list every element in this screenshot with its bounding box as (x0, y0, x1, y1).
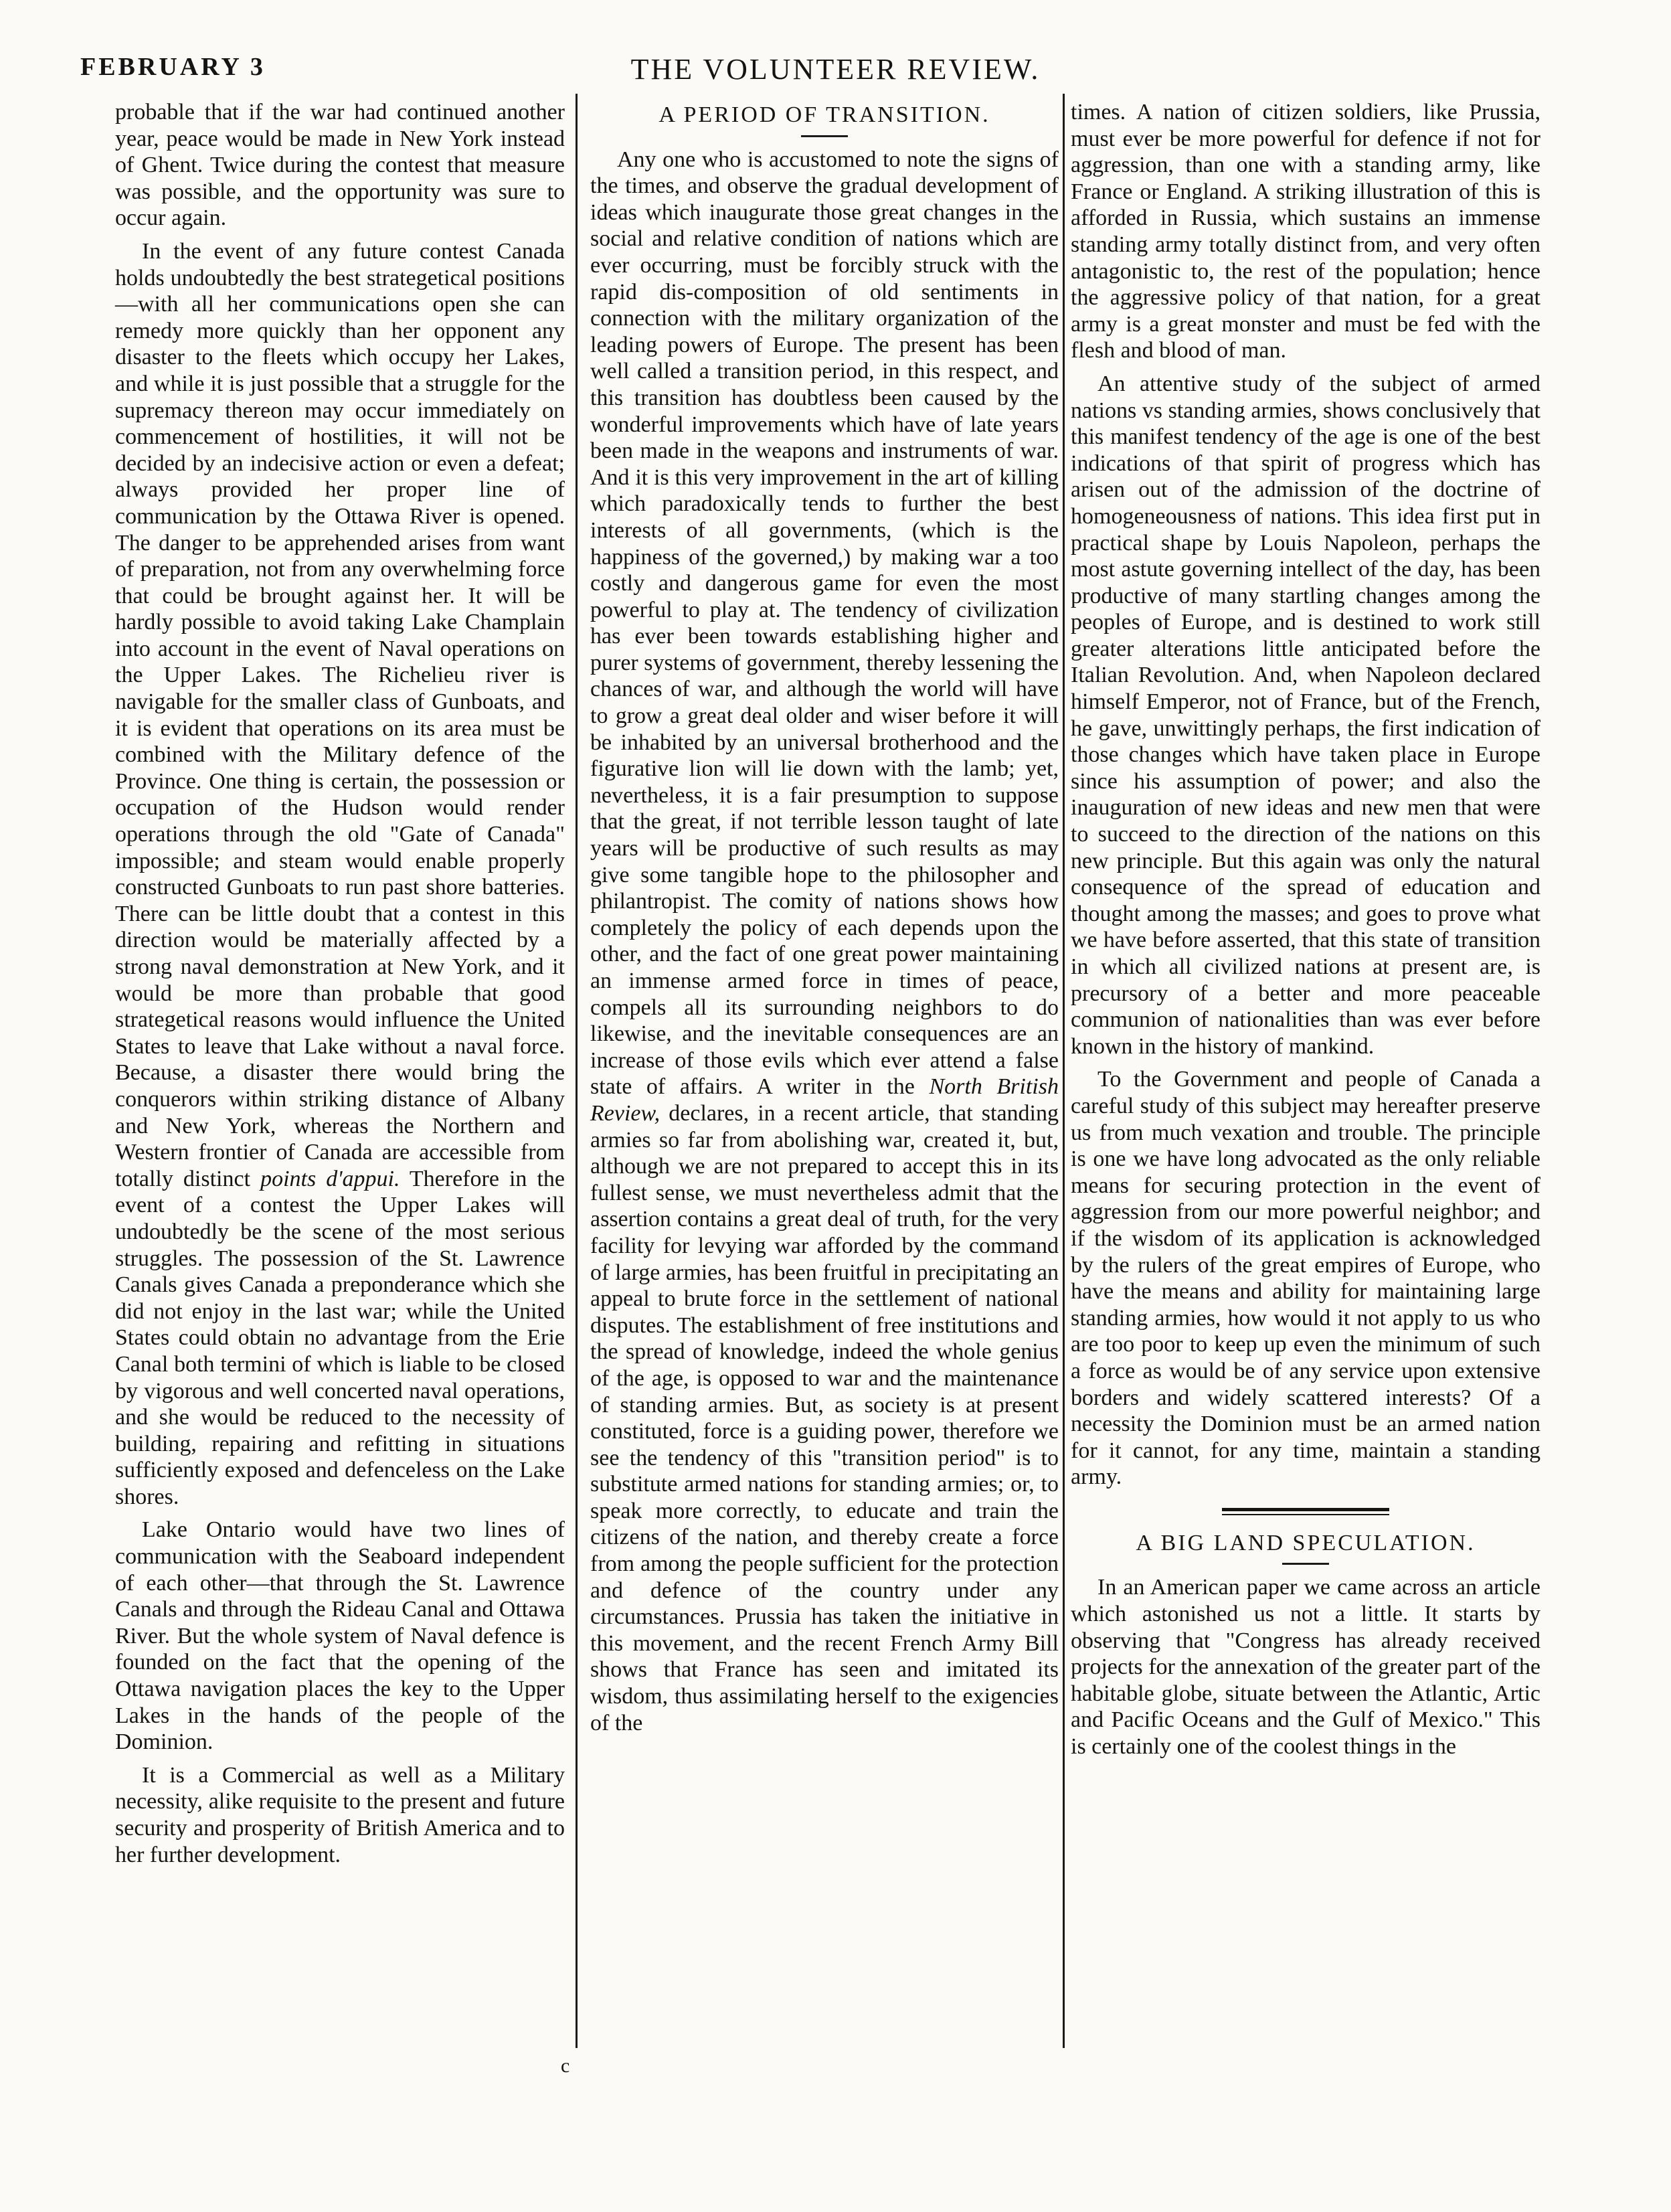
paragraph: probable that if the war had continued another year, peace would be made in New York instead of Ghent. Twice during the contest that measure was possible, and the opportunity was sure to occur again. (115, 100, 565, 231)
paragraph (590, 147, 1059, 1737)
article-title: A BIG LAND SPECULATION. (1136, 1530, 1476, 1555)
title-rule (1282, 1563, 1329, 1565)
column-left (115, 99, 565, 1868)
paragraph: In an American paper we came across an article which astonished us not a little. It starts by observing that "Congress has already received projects for the annexation of the greater part of the habitable globe, situate between the Atlantic, Artic and Pacific Oceans and the Gulf of Mexico." This is certainly one of the coolest things in the (1071, 1575, 1541, 1760)
section-divider (1222, 1508, 1389, 1515)
article-title: A PERIOD OF TRANSITION. (658, 102, 990, 127)
italic-phrase: points d'appui. (260, 1166, 400, 1191)
paragraph-text: declares, in a recent article, that standing armies so far from abolishing war, created it, but, although we are not prepared to accept this in its fullest sense, we must nevertheless admit that the assertion contains a great deal of truth, for the very facility for levying war afforded by the command of large armies, has been fruitful in precipitating an appeal to brute force in the settlement of national disputes. The establishment of free institutions and the spread of knowledge, indeed the whole genius of the age, is opposed to war and the maintenance of standing armies. But, as society is at present constituted, force is a guiding power, therefore we see the tendency of this "transition period" is to substitute armed nations for standing armies; or, to speak more correctly, to educate and train the citizens of the nation, and thereby create a force from among the people sufficient for the protection and defence of the country under any circumstances. Prussia has taken the initiative in this movement, and the recent French Army Bill shows that France has seen and imitated its wisdom, thus assimilating herself to the exigencies of the (590, 1100, 1059, 1735)
paragraph-text: Any one who is accustomed to note the signs of the times, and observe the gradual development of ideas which inaugurate those great changes in the social and relative condition of nations which are ever occurring, must be forcibly struck with the rapid dis-composition of old sentiments in connection with the military organization of the leading powers of Europe. The present has been well called a transition period, in this respect, and this transition has doubtless been caused by the wonderful improvements which have of late years been made in the weapons and instruments of war. And it is this very improvement in the art of killing which paradoxically tends to further the best interests of all governments, (which is the happiness of the governed,) by making war a too costly and dangerous game for even the most powerful to play at. The tendency of civilization has ever been towards establishing higher and purer systems of government, thereby lessening the chances of war, and although the world will have to grow a great deal older and wiser before it will be inhabited by an universal brotherhood and the figurative lion will lie down with the lamb; yet, nevertheless, it is a fair presumption to suppose that the great, if not terrible lesson taught of late years will be productive of such results as may give some tangible hope to the philosopher and philantropist. The comity of nations shows how completely the policy of each depends upon the other, and the fact of one great power maintaining an immense armed force in times of peace, compels all its surrounding neighbors to do likewise, and the inevitable consequences are an increase of those evils which ever attend a false state of affairs. A writer in the (590, 147, 1059, 1100)
paragraph: To the Government and people of Canada a careful study of this subject may hereafter preserve us from much vexation and trouble. The principle is one we have long advocated as the only reliable means for securing protection in the event of aggression from our more powerful neighbor; and if the wisdom of its application is acknowledged by the rulers of the great empires of Europe, who have the means and ability for maintaining large standing armies, how would it not apply to us who are too poor to keep up even the minimum of such a force as would be of any service upon extensive borders and widely scattered interests? Of a necessity the Dominion must be an armed nation for it cannot, for any time, maintain a standing army. (1071, 1067, 1541, 1490)
italic-phrase: North British Review, (590, 1074, 1059, 1126)
paragraph (115, 238, 565, 1511)
paragraph: Lake Ontario would have two lines of communication with the Seaboard independent of each other—that through the St. Lawrence Canals and through the Rideau Canal and Ottawa River. But the whole system of Naval defence is founded on the fact that the opening of the Ottawa navigation places the key to the Upper Lakes in the hands of the people of the Dominion. (115, 1517, 565, 1755)
paragraph: times. A nation of citizen soldiers, like Prussia, must ever be more powerful for defence if not for aggression, than one with a standing army, like France or England. A striking illustration of this is afforded in Russia, which sustains an immense standing army totally distinct from, and very often antagonistic to, the rest of the population; hence the aggressive policy of that nation, for a great army is a great monster and must be fed with the flesh and blood of man. (1071, 100, 1541, 363)
running-head (0, 52, 1671, 92)
column-middle (590, 99, 1059, 1736)
paragraph: It is a Commercial as well as a Military necessity, alike requisite to the present and future security and prosperity of British America and to her further development. (115, 1762, 565, 1867)
issue-date: FEBRUARY 3 (80, 53, 266, 81)
paragraph: An attentive study of the subject of armed nations vs standing armies, shows conclusively that this manifest tendency of the age is one of the best indications of that spirit of progress which has arisen out of the admission of the doctrine of homogeneousness of nations. This idea first put in practical shape by Louis Napoleon, perhaps the most astute governing intellect of the day, has been productive of many startling changes among the peoples of Europe, and is destined to work still greater alterations little anticipated before the Italian Revolution. And, when Napoleon declared himself Emperor, not of France, but of the French, he gave, unwittingly perhaps, the first indication of those changes which have taken place in Europe since his assumption of power; and also the inauguration of new ideas and new men that were to succeed to the direction of the nations on this new principle. But this again was only the natural consequence of the spread of education and thought among the masses; and goes to prove what we have before asserted, that this state of transition in which all civilized nations at present are, is precursory of a better and more peaceable communion of nationalities than was ever before known in the history of mankind. (1071, 371, 1541, 1059)
divider-thick-rule (1222, 1508, 1389, 1511)
divider-thin-rule (1222, 1514, 1389, 1515)
stray-mark: c (561, 2055, 570, 2077)
column-rule-right (1063, 94, 1065, 2048)
paragraph-text: Therefore in the event of a contest the Upper Lakes will undoubtedly be the scene of the most serious struggles. The possession of the St. Lawrence Canals gives Canada a preponderance which she did not enjoy in the last war; while the United States could obtain no advantage from the Erie Canal both termini of which is liable to be closed by vigorous and well concerted naval operations, and she would be reduced to the necessity of building, repairing and refitting in situations sufficiently exposed and defenceless on the Lake shores. (115, 1166, 565, 1509)
masthead-title: THE VOLUNTEER REVIEW. (630, 53, 1041, 86)
title-rule (801, 135, 848, 137)
column-right (1071, 99, 1541, 1760)
column-rule-left (576, 94, 578, 2048)
paragraph-text: In the event of any future contest Canada holds undoubtedly the best strategetical positions—with all her communications open she can remedy more quickly than her opponent any disaster to the fleets which occupy her Lakes, and while it is just possible that a struggle for the supremacy thereon may occur immediately on commencement of hostilities, it will not be decided by an indecisive action or even a defeat; always provided her proper line of communication by the Ottawa River is opened. The danger to be apprehended arises from want of preparation, not from any overwhelming force that could be brought against her. It will be hardly possible to avoid taking Lake Champlain into account in the event of Naval operations on the Upper Lakes. The Richelieu river is navigable for the smaller class of Gunboats, and it is evident that operations on its area must be combined with the Military defence of the Province. One thing is certain, the possession or occupation of the Hudson would render operations through the old "Gate of Canada" impossible; and steam would enable properly constructed Gunboats to run past shore batteries. There can be little doubt that a contest in this direction would be materially affected by a strong naval demonstration at New York, and it would be more than probable that good strategetical reasons would influence the United States to leave that Lake without a naval force. Because, a disaster there would bring the conquerors within striking distance of Albany and New York, whereas the Northern and Western frontier of Canada are accessible from totally distinct (115, 238, 565, 1191)
